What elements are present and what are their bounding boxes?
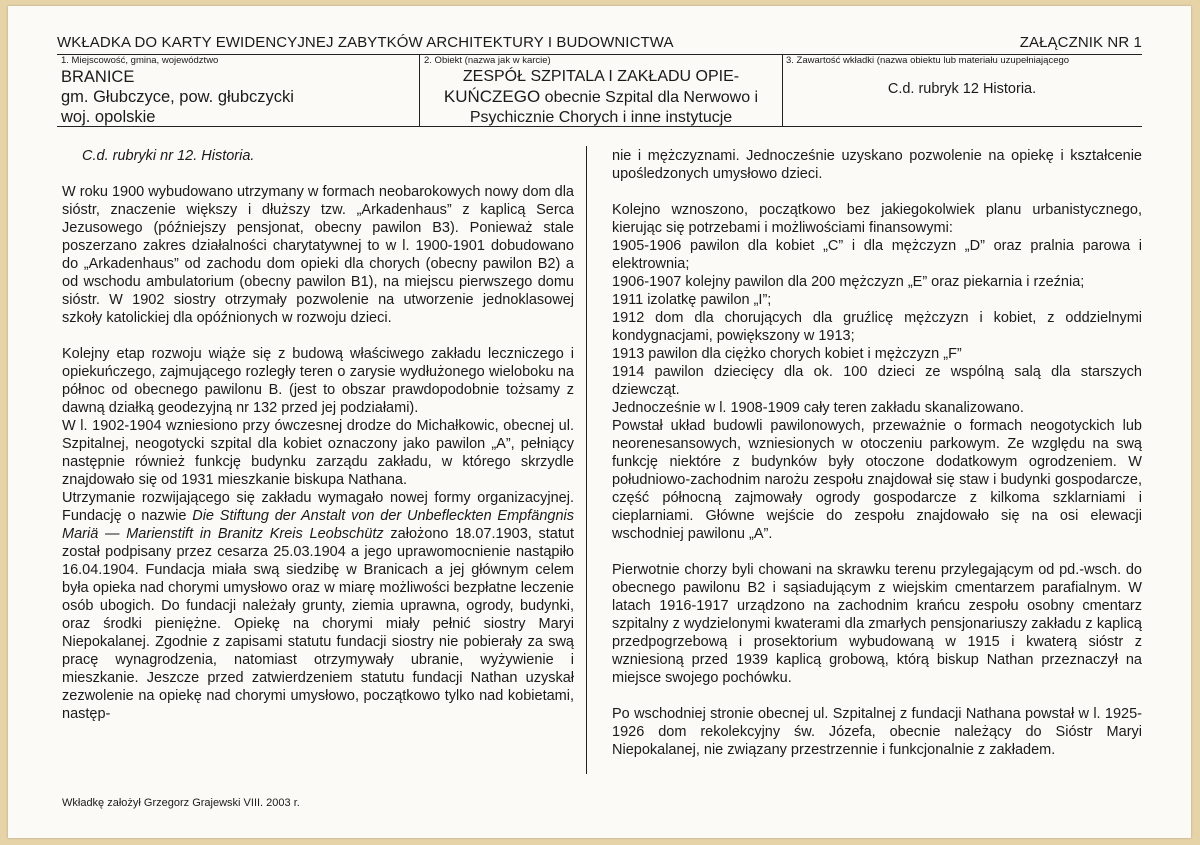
sheet-header [57, 34, 1142, 55]
object-name-line2-caps: KUŃCZEGO [443, 87, 541, 106]
location-cell [57, 54, 419, 126]
annex-number: ZAŁĄCZNIK NR 1 [1019, 34, 1142, 51]
sheet-title: WKŁADKA DO KARTY EWIDENCYJNEJ ZABYTKÓW ARCHITEKTURY I BUDOWNICTWA [57, 34, 674, 51]
object-name-line1: ZESPÓŁ SZPITALA I ZAKŁADU OPIE- [462, 68, 740, 85]
paragraph: W l. 1902-1904 wzniesiono przy ówczesnej drodze do Michałkowic, obecnej ul. Szpitalnej, neogotycki szpital dla kobiet oznaczony jako pawilon „A”, pełniący następnie również funkcję budynku zarządu zakładu, w którego skrzydle znajdowało się od 1931 mieszkanie biskupa Nathana. [62, 418, 574, 488]
location-commune: gm. Głubczyce, pow. głubczycki [61, 88, 294, 106]
paragraph [62, 489, 574, 723]
author-note: Wkładkę założył Grzegorz Grajewski VIII. 2003 r. [62, 797, 300, 809]
object-name-line2-rest: obecnie Szpital dla Nerwowo i [540, 89, 759, 106]
continuation-note: C.d. rubryki nr 12. Historia. [82, 148, 255, 164]
location-label: 1. Miejscowość, gmina, województwo [61, 55, 219, 66]
paragraph: Pierwotnie chorzy byli chowani na skrawku terenu przylegającym od pd.-wsch. do obecnego pawilonu B2 i sąsiadującym z wiejskim cmentarzem parafialnym. W latach 1916-1917 urządzono na zachodnim krańcu zespołu osobny cmentarz szpitalny z wydzielonymi kwaterami dla zmarłych pensjonariuszy zakładu z kaplicą przedpogrzebową i prosektorium wybudowaną w 1915 i kwaterą sióstr z wzniesioną przed 1939 kaplicą grobową, którą biskup Nathan przeznaczył na miejsce swojego pochówku. [612, 562, 1142, 686]
list-item: 1912 dom dla chorujących dla gruźlicę mężczyzn i kobiet, z oddzielnymi kondygnacjami, powiększony w 1913; [612, 310, 1142, 344]
foundation-name: Die Stiftung der Anstalt von der Unbefleckten Empfängnis Mariä — Marienstift in Branitz Kreis Leobschütz [62, 508, 575, 542]
list-item: 1905-1906 pawilon dla kobiet „C” i dla mężczyzn „D” oraz pralnia parowa i elektrownia; [612, 238, 1142, 272]
list-item: Jednocześnie w l. 1908-1909 cały teren zakładu skanalizowano. [612, 400, 1024, 416]
paragraph: Po wschodniej stronie obecnej ul. Szpitalnej z fundacji Nathana powstał w l. 1925-1926 dom rekolekcyjny św. Józefa, obecnie należący do Sióstr Maryi Niepokalanej, nie związany przestrzennie i funkcjonalnie z zakładem. [612, 706, 1142, 758]
list-item: 1913 pawilon dla ciężko chorych kobiet i mężczyzn „F” [612, 346, 962, 362]
contents-cell [782, 54, 1142, 126]
object-cell [419, 54, 783, 126]
right-column [612, 147, 1142, 759]
list-item: 1914 pawilon dziecięcy dla ok. 100 dzieci ze wspólną salą dla starszych dziewcząt. [612, 364, 1142, 398]
list-item: 1906-1907 kolejny pawilon dla 200 mężczyzn „E” oraz piekarnia i rzeźnia; [612, 274, 1085, 290]
location-voivodeship: woj. opolskie [61, 108, 156, 126]
paragraph-text: założono 18.07.1903, statut został podpisany przez cesarza 25.03.1904 a jego uprawomocnienie nastąpiło 16.04.1904. Fundacja miała swą siedzibę w Branicach a jej głównym celem była opieka nad chorymi umysłowo oraz w miarę możliwości bezpłatne leczenie osób ubogich. Do fundacji należały grunty, ziemia uprawna, ogrody, budynki, oraz środki pieniężne. Opiekę na chorymi miały pełnić siostry Maryi Niepokalanej. Zgodnie z zapisami statutu fundacji siostry nie pobierały za swą pracę wynagrodzenia, natomiast otrzymywały ubranie, wyżywienie i mieszkanie. Jeszcze przed zatwierdzeniem statutu fundacji Nathan uzyskał zezwolenie na opiekę nad chorymi umysłowo, początkowo tylko nad kobietami, następ- [62, 526, 574, 722]
contents-value: C.d. rubryk 12 Historia. [887, 81, 1037, 97]
object-name-line3: Psychicznie Chorych i inne instytucje [469, 109, 733, 126]
paragraph: nie i mężczyznami. Jednocześnie uzyskano pozwolenie na opiekę i kształcenie upośledzonych umysłowo dzieci. [612, 148, 1142, 182]
paragraph: Kolejny etap rozwoju wiąże się z budową właściwego zakładu leczniczego i opiekuńczego, zajmującego rozległy teren o zarysie wydłużonego wieloboku na północ od obecnego pawilonu B. (jest to obszar prawdopodobnie tożsamy z dawną działką geodezyjną nr 132 przed jej podziałami). [62, 346, 574, 416]
paragraph-text: Utrzymanie rozwijającego się zakładu wymagało nowej formy organizacyjnej. Fundację o nazwie [62, 490, 574, 524]
object-label: 2. Obiekt (nazwa jak w karcie) [424, 55, 551, 66]
paragraph: Kolejno wznoszono, początkowo bez jakiegokolwiek planu urbanistycznego, kierując się potrzebami i możliwościami finansowymi: [612, 202, 1142, 236]
paragraph: W roku 1900 wybudowano utrzymany w formach neobarokowych nowy dom dla sióstr, znaczenie większy i dłuższy tzw. „Arkadenhaus” z kaplicą Serca Jezusowego (późniejszy pensjonat, obecny pawilon B3). Ponieważ stale poszerzano zakres działalności charytatywnej to w l. 1900-1901 dobudowano do „Arkadenhaus” od zachodu dom opieki dla chorych (obecny pawilon B2) a od wschodu ambulatorium (obecny pawilon B1), na miejscu pierwszego domu sióstr. W 1902 siostry otrzymały pozwolenie na utworzenie jednoklasowej szkoły katolickiej dla opóźnionych w rozwoju dzieci. [62, 184, 574, 326]
list-item: 1911 izolatkę pawilon „I”; [612, 292, 772, 308]
object-name-line2 [420, 87, 782, 108]
column-divider [586, 146, 587, 774]
left-column [62, 147, 574, 723]
location-town: BRANICE [61, 68, 135, 86]
contents-label: 3. Zawartość wkładki (nazwa obiektu lub materiału uzupełniającego [786, 55, 1070, 66]
header-grid [57, 54, 1142, 127]
paragraph: Powstał układ budowli pawilonowych, przeważnie o formach neogotyckich lub neorenesansowych, wzniesionych w otoczeniu parkowym. Ze względu na swą funkcję niektóre z budynków były otoczone dodatkowym ogrodzeniem. W południowo-zachodnim narożu zespołu znajdował się staw i budynki gospodarcze, część północną zajmowały ogrody gospodarcze z kilkoma szklarniami i cieplarniami. Główne wejście do zespołu znajdowało się na osi elewacji wschodniej pawilonu „A”. [612, 418, 1142, 542]
